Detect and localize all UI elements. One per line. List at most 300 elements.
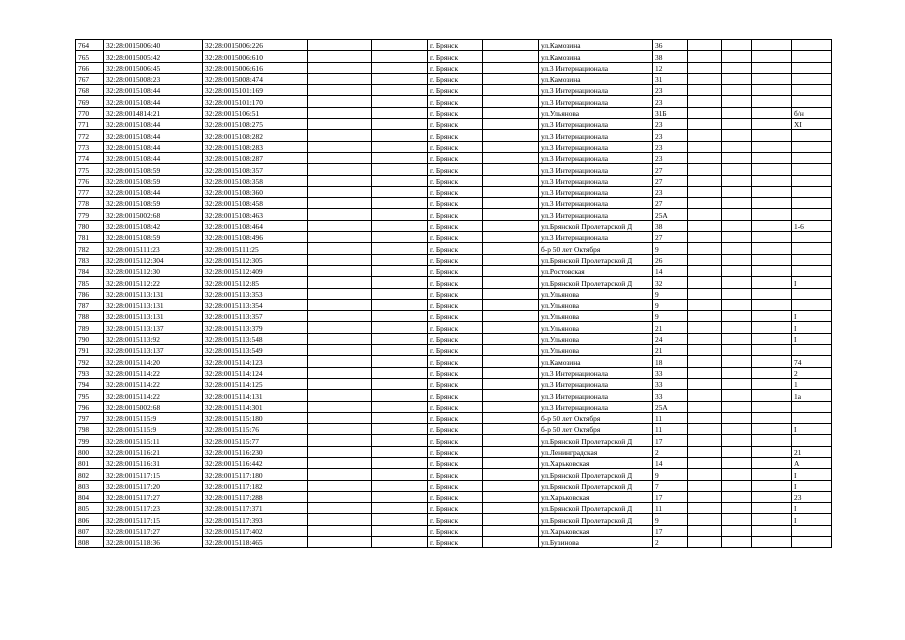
- blank-cell: [483, 232, 539, 243]
- row-number: 779: [76, 209, 104, 220]
- blank-cell: [308, 299, 372, 310]
- row-number: 778: [76, 198, 104, 209]
- row-number: 794: [76, 378, 104, 389]
- unit-cell: [792, 62, 832, 73]
- row-number: 807: [76, 525, 104, 536]
- parcel-number: 32:28:0015006:40: [104, 40, 203, 51]
- table-row: [76, 141, 832, 152]
- parcel-number: 32:28:0015117:27: [104, 491, 203, 502]
- blank-cell: [372, 525, 428, 536]
- unit-cell: [792, 152, 832, 163]
- table-body: [76, 40, 832, 548]
- table-row: [76, 401, 832, 412]
- blank-cell: [722, 503, 752, 514]
- unit-cell: 74: [792, 356, 832, 367]
- object-number: 32:28:0015112:409: [203, 265, 308, 276]
- blank-cell: [688, 367, 722, 378]
- blank-cell: [722, 209, 752, 220]
- blank-cell: [372, 435, 428, 446]
- city-cell: г. Брянск: [428, 254, 483, 265]
- blank-cell: [722, 254, 752, 265]
- blank-cell: [483, 378, 539, 389]
- object-number: 32:28:0015117:182: [203, 480, 308, 491]
- blank-cell: [752, 265, 792, 276]
- blank-cell: [752, 537, 792, 548]
- blank-cell: [372, 232, 428, 243]
- house-number: 38: [653, 51, 688, 62]
- blank-cell: [722, 311, 752, 322]
- blank-cell: [688, 378, 722, 389]
- blank-cell: [752, 243, 792, 254]
- street-cell: ул.Брянской Пролетарской Д: [539, 480, 653, 491]
- blank-cell: [722, 480, 752, 491]
- blank-cell: [722, 424, 752, 435]
- blank-cell: [372, 356, 428, 367]
- blank-cell: [483, 333, 539, 344]
- blank-cell: [308, 198, 372, 209]
- object-number: 32:28:0015006:616: [203, 62, 308, 73]
- blank-cell: [752, 378, 792, 389]
- row-number: 776: [76, 175, 104, 186]
- unit-cell: [792, 85, 832, 96]
- parcel-number: 32:28:0015112:304: [104, 254, 203, 265]
- parcel-number: 32:28:0015108:59: [104, 198, 203, 209]
- row-number: 802: [76, 469, 104, 480]
- blank-cell: [308, 220, 372, 231]
- table-row: [76, 503, 832, 514]
- blank-cell: [308, 435, 372, 446]
- blank-cell: [688, 73, 722, 84]
- cadastral-table: [75, 39, 832, 548]
- row-number: 793: [76, 367, 104, 378]
- object-number: 32:28:0015108:287: [203, 152, 308, 163]
- blank-cell: [752, 367, 792, 378]
- object-number: 32:28:0015117:371: [203, 503, 308, 514]
- parcel-number: 32:28:0015113:131: [104, 311, 203, 322]
- city-cell: г. Брянск: [428, 503, 483, 514]
- unit-cell: I: [792, 424, 832, 435]
- object-number: 32:28:0015108:496: [203, 232, 308, 243]
- blank-cell: [308, 401, 372, 412]
- row-number: 781: [76, 232, 104, 243]
- parcel-number: 32:28:0015117:23: [104, 503, 203, 514]
- blank-cell: [722, 96, 752, 107]
- blank-cell: [688, 130, 722, 141]
- unit-cell: I: [792, 469, 832, 480]
- row-number: 775: [76, 164, 104, 175]
- street-cell: ул.3 Интернационала: [539, 85, 653, 96]
- blank-cell: [483, 130, 539, 141]
- object-number: 32:28:0015108:282: [203, 130, 308, 141]
- blank-cell: [308, 356, 372, 367]
- house-number: 11: [653, 503, 688, 514]
- blank-cell: [483, 85, 539, 96]
- object-number: 32:28:0015117:393: [203, 514, 308, 525]
- city-cell: г. Брянск: [428, 457, 483, 468]
- blank-cell: [752, 73, 792, 84]
- street-cell: ул.Ульянова: [539, 311, 653, 322]
- house-number: 2: [653, 537, 688, 548]
- city-cell: г. Брянск: [428, 525, 483, 536]
- blank-cell: [688, 164, 722, 175]
- parcel-number: 32:28:0015108:44: [104, 130, 203, 141]
- blank-cell: [483, 51, 539, 62]
- blank-cell: [483, 480, 539, 491]
- blank-cell: [752, 333, 792, 344]
- blank-cell: [688, 243, 722, 254]
- blank-cell: [722, 141, 752, 152]
- blank-cell: [483, 322, 539, 333]
- object-number: 32:28:0015112:85: [203, 277, 308, 288]
- table-row: [76, 457, 832, 468]
- blank-cell: [752, 322, 792, 333]
- street-cell: ул.Харьковская: [539, 457, 653, 468]
- blank-cell: [372, 412, 428, 423]
- table-row: [76, 51, 832, 62]
- blank-cell: [688, 51, 722, 62]
- house-number: 9: [653, 288, 688, 299]
- unit-cell: [792, 265, 832, 276]
- street-cell: ул.3 Интернационала: [539, 232, 653, 243]
- blank-cell: [483, 525, 539, 536]
- object-number: 32:28:0015108:458: [203, 198, 308, 209]
- blank-cell: [688, 537, 722, 548]
- blank-cell: [483, 424, 539, 435]
- blank-cell: [752, 277, 792, 288]
- city-cell: г. Брянск: [428, 209, 483, 220]
- blank-cell: [483, 198, 539, 209]
- table-row: [76, 446, 832, 457]
- blank-cell: [372, 491, 428, 502]
- blank-cell: [308, 141, 372, 152]
- blank-cell: [308, 537, 372, 548]
- blank-cell: [372, 424, 428, 435]
- unit-cell: I: [792, 480, 832, 491]
- blank-cell: [483, 243, 539, 254]
- parcel-number: 32:28:0015108:59: [104, 164, 203, 175]
- blank-cell: [722, 525, 752, 536]
- blank-cell: [483, 390, 539, 401]
- blank-cell: [483, 311, 539, 322]
- object-number: 32:28:0015114:124: [203, 367, 308, 378]
- blank-cell: [308, 232, 372, 243]
- city-cell: г. Брянск: [428, 51, 483, 62]
- blank-cell: [372, 299, 428, 310]
- unit-cell: [792, 299, 832, 310]
- blank-cell: [483, 457, 539, 468]
- blank-cell: [722, 514, 752, 525]
- street-cell: ул.Камозина: [539, 51, 653, 62]
- blank-cell: [372, 401, 428, 412]
- city-cell: г. Брянск: [428, 198, 483, 209]
- blank-cell: [308, 254, 372, 265]
- blank-cell: [688, 198, 722, 209]
- house-number: 17: [653, 435, 688, 446]
- table-row: [76, 299, 832, 310]
- house-number: 24: [653, 333, 688, 344]
- table-row: [76, 333, 832, 344]
- street-cell: ул.Брянской Пролетарской Д: [539, 435, 653, 446]
- unit-cell: [792, 164, 832, 175]
- street-cell: б-р 50 лет Октября: [539, 412, 653, 423]
- house-number: 7: [653, 480, 688, 491]
- unit-cell: [792, 51, 832, 62]
- blank-cell: [688, 254, 722, 265]
- unit-cell: [792, 175, 832, 186]
- city-cell: г. Брянск: [428, 311, 483, 322]
- street-cell: ул.Камозина: [539, 356, 653, 367]
- street-cell: ул.3 Интернационала: [539, 209, 653, 220]
- house-number: 31: [653, 73, 688, 84]
- object-number: 32:28:0015112:305: [203, 254, 308, 265]
- row-number: 768: [76, 85, 104, 96]
- city-cell: г. Брянск: [428, 345, 483, 356]
- row-number: 771: [76, 119, 104, 130]
- blank-cell: [722, 232, 752, 243]
- blank-cell: [483, 345, 539, 356]
- blank-cell: [722, 130, 752, 141]
- blank-cell: [372, 119, 428, 130]
- blank-cell: [308, 277, 372, 288]
- parcel-number: 32:28:0015002:68: [104, 209, 203, 220]
- blank-cell: [688, 311, 722, 322]
- table-row: [76, 514, 832, 525]
- blank-cell: [483, 401, 539, 412]
- city-cell: г. Брянск: [428, 265, 483, 276]
- row-number: 789: [76, 322, 104, 333]
- table-row: [76, 491, 832, 502]
- blank-cell: [688, 491, 722, 502]
- blank-cell: [483, 107, 539, 118]
- blank-cell: [722, 277, 752, 288]
- street-cell: ул.Брянской Пролетарской Д: [539, 503, 653, 514]
- house-number: 33: [653, 367, 688, 378]
- parcel-number: 32:28:0015112:30: [104, 265, 203, 276]
- blank-cell: [483, 503, 539, 514]
- house-number: 23: [653, 152, 688, 163]
- parcel-number: 32:28:0015114:22: [104, 367, 203, 378]
- blank-cell: [483, 175, 539, 186]
- row-number: 797: [76, 412, 104, 423]
- blank-cell: [308, 288, 372, 299]
- unit-cell: [792, 401, 832, 412]
- house-number: 9: [653, 243, 688, 254]
- street-cell: ул.3 Интернационала: [539, 367, 653, 378]
- blank-cell: [722, 51, 752, 62]
- blank-cell: [308, 424, 372, 435]
- blank-cell: [483, 356, 539, 367]
- blank-cell: [752, 311, 792, 322]
- blank-cell: [688, 107, 722, 118]
- house-number: 27: [653, 232, 688, 243]
- object-number: 32:28:0015113:379: [203, 322, 308, 333]
- blank-cell: [722, 107, 752, 118]
- table-row: [76, 435, 832, 446]
- street-cell: ул.3 Интернационала: [539, 130, 653, 141]
- blank-cell: [308, 40, 372, 51]
- unit-cell: I: [792, 311, 832, 322]
- object-number: 32:28:0015108:275: [203, 119, 308, 130]
- unit-cell: I: [792, 322, 832, 333]
- table-row: [76, 277, 832, 288]
- street-cell: ул.Брянской Пролетарской Д: [539, 469, 653, 480]
- row-number: 764: [76, 40, 104, 51]
- city-cell: г. Брянск: [428, 175, 483, 186]
- blank-cell: [308, 469, 372, 480]
- unit-cell: [792, 186, 832, 197]
- blank-cell: [308, 491, 372, 502]
- house-number: 25А: [653, 401, 688, 412]
- table-row: [76, 390, 832, 401]
- object-number: 32:28:0015114:123: [203, 356, 308, 367]
- city-cell: г. Брянск: [428, 232, 483, 243]
- blank-cell: [483, 40, 539, 51]
- blank-cell: [752, 232, 792, 243]
- blank-cell: [308, 390, 372, 401]
- city-cell: г. Брянск: [428, 424, 483, 435]
- house-number: 12: [653, 62, 688, 73]
- blank-cell: [688, 232, 722, 243]
- parcel-number: 32:28:0015116:31: [104, 457, 203, 468]
- blank-cell: [752, 107, 792, 118]
- object-number: 32:28:0015113:548: [203, 333, 308, 344]
- unit-cell: 1-6: [792, 220, 832, 231]
- blank-cell: [688, 390, 722, 401]
- row-number: 772: [76, 130, 104, 141]
- blank-cell: [372, 254, 428, 265]
- blank-cell: [688, 333, 722, 344]
- table-row: [76, 130, 832, 141]
- blank-cell: [688, 85, 722, 96]
- house-number: 21: [653, 345, 688, 356]
- blank-cell: [308, 412, 372, 423]
- blank-cell: [688, 322, 722, 333]
- blank-cell: [752, 514, 792, 525]
- blank-cell: [483, 265, 539, 276]
- object-number: 32:28:0015108:357: [203, 164, 308, 175]
- unit-cell: [792, 198, 832, 209]
- blank-cell: [372, 243, 428, 254]
- city-cell: г. Брянск: [428, 130, 483, 141]
- blank-cell: [688, 186, 722, 197]
- blank-cell: [483, 96, 539, 107]
- blank-cell: [688, 62, 722, 73]
- city-cell: г. Брянск: [428, 390, 483, 401]
- object-number: 32:28:0015111:25: [203, 243, 308, 254]
- blank-cell: [752, 345, 792, 356]
- unit-cell: 1: [792, 378, 832, 389]
- row-number: 770: [76, 107, 104, 118]
- city-cell: г. Брянск: [428, 514, 483, 525]
- row-number: 777: [76, 186, 104, 197]
- parcel-number: 32:28:0015118:36: [104, 537, 203, 548]
- table-row: [76, 311, 832, 322]
- street-cell: ул.3 Интернационала: [539, 175, 653, 186]
- blank-cell: [688, 119, 722, 130]
- blank-cell: [752, 175, 792, 186]
- blank-cell: [722, 299, 752, 310]
- street-cell: ул.Ульянова: [539, 345, 653, 356]
- house-number: 38: [653, 220, 688, 231]
- blank-cell: [372, 62, 428, 73]
- object-number: 32:28:0015113:354: [203, 299, 308, 310]
- object-number: 32:28:0015113:353: [203, 288, 308, 299]
- row-number: 784: [76, 265, 104, 276]
- parcel-number: 32:28:0015108:44: [104, 141, 203, 152]
- table-row: [76, 356, 832, 367]
- blank-cell: [483, 446, 539, 457]
- blank-cell: [483, 277, 539, 288]
- blank-cell: [372, 457, 428, 468]
- object-number: 32:28:0015114:131: [203, 390, 308, 401]
- blank-cell: [308, 130, 372, 141]
- street-cell: б-р 50 лет Октября: [539, 424, 653, 435]
- blank-cell: [688, 401, 722, 412]
- blank-cell: [308, 333, 372, 344]
- object-number: 32:28:0015113:549: [203, 345, 308, 356]
- house-number: 14: [653, 457, 688, 468]
- blank-cell: [308, 164, 372, 175]
- blank-cell: [688, 209, 722, 220]
- blank-cell: [722, 412, 752, 423]
- blank-cell: [308, 62, 372, 73]
- table-row: [76, 186, 832, 197]
- parcel-number: 32:28:0015115:11: [104, 435, 203, 446]
- parcel-number: 32:28:0015108:44: [104, 152, 203, 163]
- house-number: 23: [653, 96, 688, 107]
- blank-cell: [372, 209, 428, 220]
- unit-cell: б/н: [792, 107, 832, 118]
- city-cell: г. Брянск: [428, 243, 483, 254]
- blank-cell: [722, 356, 752, 367]
- blank-cell: [308, 311, 372, 322]
- unit-cell: [792, 243, 832, 254]
- blank-cell: [483, 73, 539, 84]
- unit-cell: I: [792, 277, 832, 288]
- city-cell: г. Брянск: [428, 322, 483, 333]
- street-cell: ул.Ульянова: [539, 288, 653, 299]
- row-number: 783: [76, 254, 104, 265]
- table-row: [76, 469, 832, 480]
- row-number: 765: [76, 51, 104, 62]
- house-number: 33: [653, 378, 688, 389]
- city-cell: г. Брянск: [428, 186, 483, 197]
- object-number: 32:28:0015108:463: [203, 209, 308, 220]
- blank-cell: [483, 209, 539, 220]
- house-number: 18: [653, 356, 688, 367]
- blank-cell: [752, 254, 792, 265]
- blank-cell: [752, 96, 792, 107]
- house-number: 9: [653, 514, 688, 525]
- street-cell: ул.3 Интернационала: [539, 152, 653, 163]
- row-number: 790: [76, 333, 104, 344]
- house-number: 9: [653, 311, 688, 322]
- city-cell: г. Брянск: [428, 378, 483, 389]
- blank-cell: [752, 356, 792, 367]
- blank-cell: [308, 322, 372, 333]
- city-cell: г. Брянск: [428, 469, 483, 480]
- street-cell: ул.Ульянова: [539, 299, 653, 310]
- parcel-number: 32:28:0015002:68: [104, 401, 203, 412]
- parcel-number: 32:28:0015117:27: [104, 525, 203, 536]
- house-number: 11: [653, 412, 688, 423]
- blank-cell: [372, 141, 428, 152]
- object-number: 32:28:0015116:230: [203, 446, 308, 457]
- parcel-number: 32:28:0015108:59: [104, 232, 203, 243]
- city-cell: г. Брянск: [428, 164, 483, 175]
- unit-cell: I: [792, 503, 832, 514]
- blank-cell: [688, 175, 722, 186]
